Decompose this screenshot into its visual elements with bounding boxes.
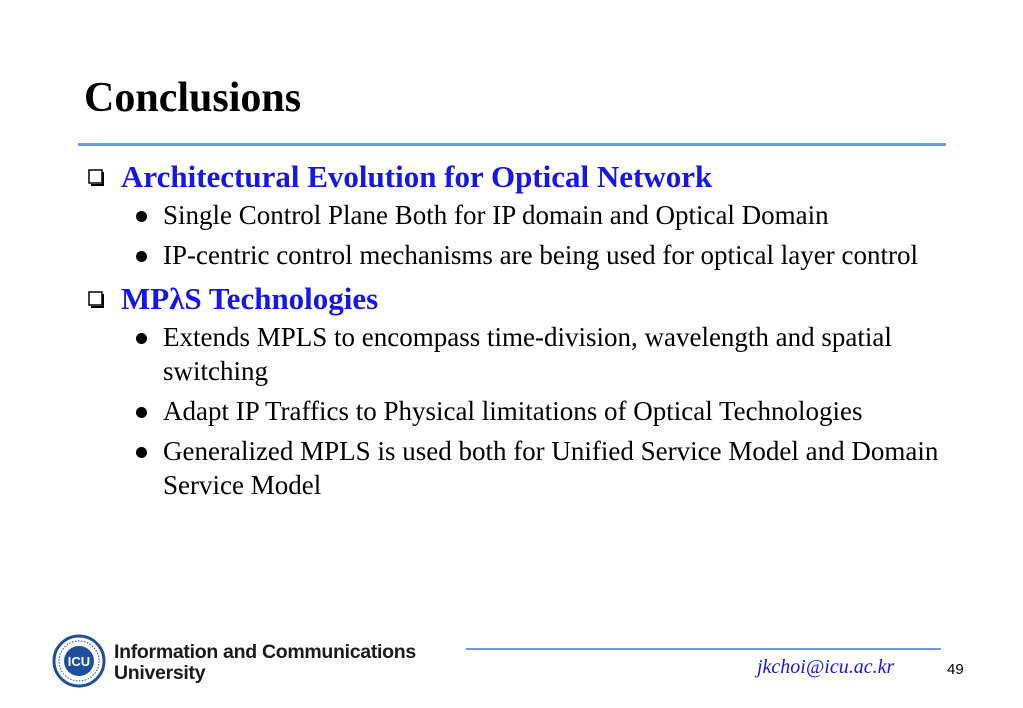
org-name-line2: University <box>114 662 206 684</box>
org-name <box>114 642 416 684</box>
checkbox-bullet-icon <box>88 291 105 309</box>
university-logo <box>52 634 106 688</box>
list-item <box>135 434 948 502</box>
section-heading: Architectural Evolution for Optical Network <box>121 159 713 194</box>
bullet-list <box>135 198 948 272</box>
bullet-text: Single Control Plane Both for IP domain and Optical Domain <box>163 200 829 230</box>
bullet-list <box>135 320 948 502</box>
footer-divider <box>466 648 941 650</box>
author-email: jkchoi@icu.ac.kr <box>757 656 895 678</box>
slide-content <box>88 156 948 508</box>
section-heading: MPλS Technologies <box>121 281 379 316</box>
bullet-dot-icon <box>135 250 148 263</box>
bullet-dot-icon <box>135 210 148 223</box>
list-item <box>135 198 948 232</box>
org-name-line1: Information and Communications <box>114 641 416 663</box>
bullet-text: Adapt IP Traffics to Physical limitations of Optical Technologies <box>163 396 863 426</box>
bullet-text: IP-centric control mechanisms are being used for optical layer control <box>163 240 918 270</box>
bullet-dot-icon <box>135 332 148 345</box>
list-item <box>135 238 948 272</box>
bullet-text: Generalized MPLS is used both for Unified Service Model and Domain Service Model <box>163 436 939 500</box>
logo-text: ICU <box>67 654 91 669</box>
bullet-text: Extends MPLS to encompass time-division, wavelength and spatial switching <box>163 322 892 386</box>
section-mpls-technologies <box>88 278 948 502</box>
bullet-dot-icon <box>135 406 148 419</box>
bullet-dot-icon <box>135 446 148 459</box>
list-item <box>135 320 948 388</box>
list-item <box>135 394 948 428</box>
title-divider <box>78 143 946 146</box>
slide-title: Conclusions <box>84 75 302 121</box>
checkbox-bullet-icon <box>88 169 105 187</box>
section-architectural-evolution <box>88 156 948 272</box>
page-number: 49 <box>947 661 964 678</box>
